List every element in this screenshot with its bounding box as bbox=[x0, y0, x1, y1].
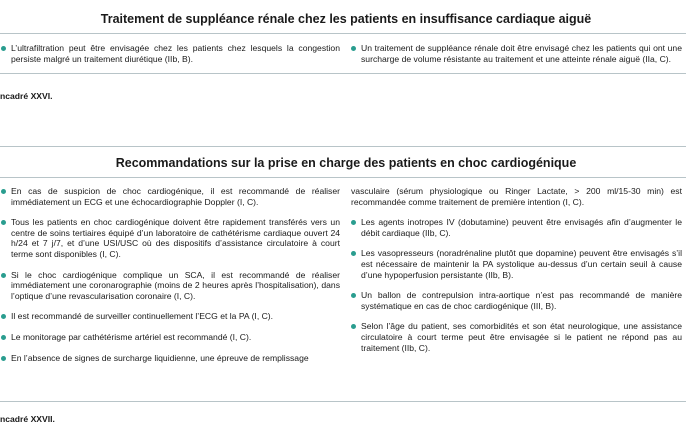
renal-replacement-box bbox=[0, 0, 686, 74]
list-item-text: Tous les patients en choc cardiogénique doivent être rapidement transférés vers un centre de soins tertiaires équipé d’un laboratoire de cathétérisme cardiaque ouvert 24 h/24 et 7 j/7, et d’une USI/USC où des dispositifs d’assistance circulatoire à court terme sont disponibles (I, C). bbox=[11, 217, 340, 259]
list-item-text: Le monitorage par cathétérisme artériel est recommandé (I, C). bbox=[11, 331, 252, 342]
box-caption: ncadré XXVI. bbox=[0, 91, 53, 101]
cardiogenic-shock-box bbox=[0, 146, 686, 402]
list-item bbox=[1, 186, 340, 207]
box-caption: ncadré XXVII. bbox=[0, 414, 55, 424]
shock-right-column bbox=[351, 186, 682, 353]
bullet-icon bbox=[351, 324, 356, 329]
list-item-text: Les vasopresseurs (noradrénaline plutôt que dopamine) peuvent être envisagés s’il est nécessaire de maintenir la PA systolique au-dessus d’un certain seuil à cause d’une hypoperfusion persistante (IIb, B). bbox=[361, 248, 682, 280]
list-item-text: L’ultrafiltration peut être envisagée chez les patients chez lesquels la congestion persiste malgré un traitement diurétique (IIb, B). bbox=[11, 43, 340, 64]
list-item bbox=[351, 217, 682, 238]
list-item bbox=[351, 248, 682, 280]
bullet-icon bbox=[1, 335, 6, 340]
bullet-icon bbox=[1, 189, 6, 194]
list-item bbox=[1, 270, 340, 302]
list-item bbox=[1, 332, 340, 343]
list-item-text: En cas de suspicion de choc cardiogénique, il est recommandé de réaliser immédiatement un ECG et une échocardiographie Doppler (I, C). bbox=[11, 186, 340, 207]
list-item bbox=[1, 217, 340, 259]
title-divider bbox=[0, 33, 686, 34]
list-item bbox=[351, 321, 682, 353]
renal-left-column bbox=[1, 43, 340, 64]
cardiogenic-shock-title: Recommandations sur la prise en charge des patients en choc cardiogénique bbox=[115, 156, 577, 170]
list-item bbox=[1, 353, 340, 364]
bullet-icon bbox=[1, 220, 6, 225]
list-item bbox=[1, 43, 340, 64]
bullet-icon bbox=[1, 273, 6, 278]
list-item-text: Il est recommandé de surveiller continuellement l’ECG et la PA (I, C). bbox=[11, 311, 274, 322]
bullet-icon bbox=[1, 46, 6, 51]
list-item-continuation: vasculaire (sérum physiologique ou Ringer Lactate, > 200 ml/15-30 min) est recommandée comme traitement de première intention (I, C). bbox=[351, 186, 682, 207]
bullet-icon bbox=[351, 46, 356, 51]
list-item-text: Selon l’âge du patient, ses comorbidités et son état neurologique, une assistance circulatoire à court terme peut être envisagée si le patient ne répond pas au traitement (IIb, C). bbox=[361, 321, 682, 353]
list-item bbox=[1, 311, 340, 322]
title-divider bbox=[0, 177, 686, 178]
list-item-text: Un ballon de contrepulsion intra-aortique n’est pas recommandé de manière systématique en cas de choc cardiogénique (III, B). bbox=[361, 290, 682, 311]
bullet-icon bbox=[1, 356, 6, 361]
bullet-icon bbox=[351, 293, 356, 298]
list-item-text: En l’absence de signes de surcharge liquidienne, une épreuve de remplissage bbox=[11, 352, 309, 363]
list-item bbox=[351, 290, 682, 311]
list-item-text: Un traitement de suppléance rénale doit être envisagé chez les patients qui ont une surcharge de volume résistante au traitement et une atteinte rénale aiguë (IIa, C). bbox=[361, 43, 682, 64]
bullet-icon bbox=[351, 220, 356, 225]
renal-right-column bbox=[351, 43, 682, 64]
renal-replacement-title: Traitement de suppléance rénale chez les patients en insuffisance cardiaque aiguë bbox=[100, 12, 592, 26]
shock-left-column bbox=[1, 186, 340, 363]
list-item-text: Si le choc cardiogénique complique un SCA, il est recommandé de réaliser immédiatement une coronarographie (moins de 2 heures après l’hospitalisation), dans l’optique d’une revascularisation coronaire (I, C). bbox=[11, 269, 340, 301]
list-item bbox=[351, 43, 682, 64]
bullet-icon bbox=[351, 251, 356, 256]
bullet-icon bbox=[1, 314, 6, 319]
list-item-text: Les agents inotropes IV (dobutamine) peuvent être envisagés afin d’augmenter le débit cardiaque (IIb, C). bbox=[361, 217, 682, 238]
